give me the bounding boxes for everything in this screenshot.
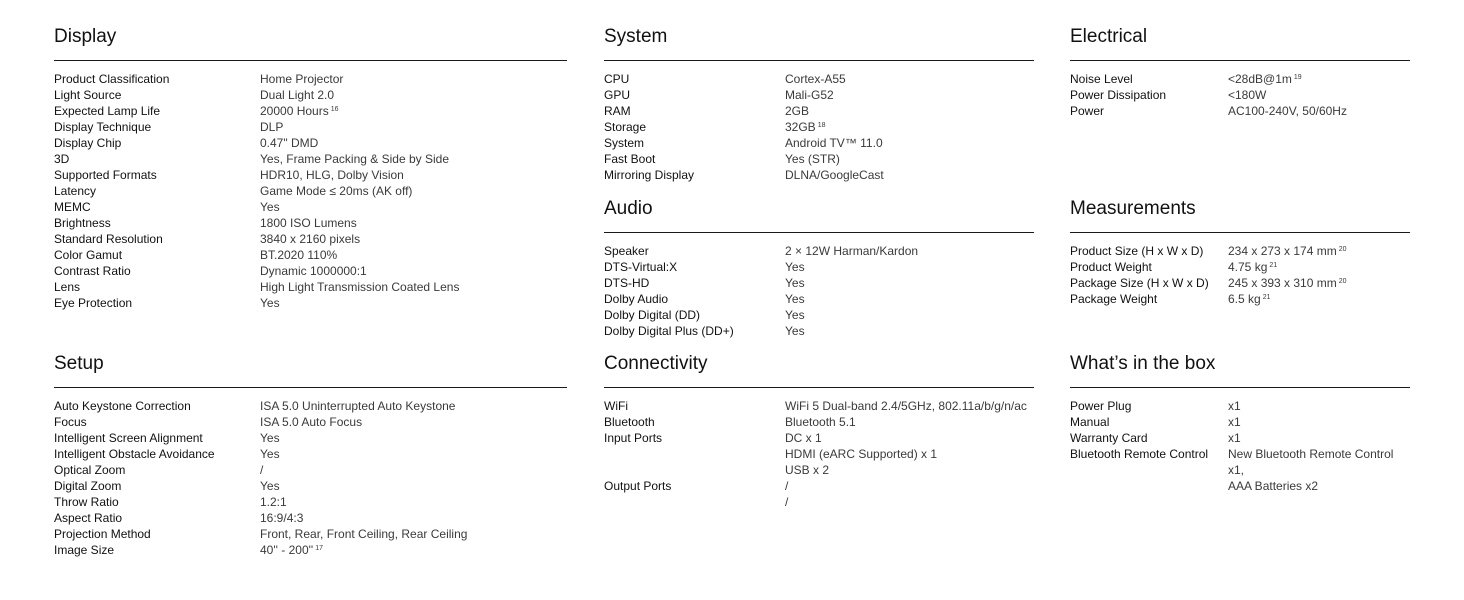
spec-label [604,462,785,478]
spec-row [1070,430,1410,446]
spec-value: 40'' - 200'' [260,543,314,557]
spec-label: Bluetooth [604,415,655,429]
electrical-section [1070,24,1410,119]
audio-divider [604,232,1034,233]
footnote-marker: 20 [1338,278,1347,285]
spec-value-cell [260,494,287,510]
spec-value-cell [260,183,412,199]
spec-value-cell [260,167,404,183]
spec-value-cell [260,446,280,462]
spec-value-cell [785,430,822,446]
spec-label [604,494,785,510]
spec-value: BT.2020 110% [260,248,338,262]
spec-value: HDR10, HLG, Dolby Vision [260,168,404,182]
spec-value-cell [1228,430,1241,446]
spec-value: DLNA/GoogleCast [785,168,884,182]
spec-label: Dolby Audio [604,292,669,306]
spec-value-cell [260,135,318,151]
spec-value-cell [1228,414,1241,430]
spec-label: Focus [54,415,87,429]
spec-row [54,510,567,526]
spec-value: 3840 x 2160 pixels [260,232,361,246]
measurements-section [1070,196,1410,307]
box-contents-divider [1070,387,1410,388]
spec-row [604,462,1034,478]
spec-value: AC100-240V, 50/60Hz [1228,104,1347,118]
spec-row [54,414,567,430]
spec-label: GPU [604,88,631,102]
spec-row [1070,398,1410,414]
display-spec-list [54,71,567,311]
spec-label: Package Size (H x W x D) [1070,276,1209,290]
spec-value-cell [260,295,280,311]
spec-label: Optical Zoom [54,463,126,477]
spec-value: Front, Rear, Front Ceiling, Rear Ceiling [260,527,468,541]
spec-value-cell [1228,259,1277,275]
spec-label: Warranty Card [1070,431,1148,445]
spec-value: Yes [785,260,805,274]
spec-label: Color Gamut [54,248,123,262]
spec-row [1070,414,1410,430]
system-divider [604,60,1034,61]
display-section [54,24,567,311]
spec-row [604,398,1034,414]
footnote-marker: 18 [817,122,826,129]
spec-value: 0.47" DMD [260,136,319,150]
spec-row [1070,446,1410,478]
spec-label: CPU [604,72,630,86]
spec-label: Output Ports [604,479,672,493]
spec-row [54,151,567,167]
spec-value: 16:9/4:3 [260,511,304,525]
spec-row [604,151,1034,167]
display-divider [54,60,567,61]
spec-value-cell [1228,71,1302,87]
spec-value: AAA Batteries x2 [1228,479,1319,493]
spec-value-cell [785,398,1027,414]
spec-value: Mali-G52 [785,88,834,102]
spec-row [54,103,567,119]
spec-label: Power Plug [1070,399,1132,413]
spec-row [604,243,1034,259]
spec-value: HDMI (eARC Supported) x 1 [785,447,938,461]
spec-value: Yes [785,276,805,290]
spec-value-cell [260,478,280,494]
spec-label: DTS-HD [604,276,650,290]
spec-value-cell [260,71,343,87]
spec-label: WiFi [604,399,628,413]
spec-value-cell [785,243,918,259]
spec-label: Package Weight [1070,292,1158,306]
spec-label: Auto Keystone Correction [54,399,191,413]
spec-row [1070,291,1410,307]
spec-value-cell [785,103,809,119]
spec-value-cell [785,291,805,307]
spec-label: Intelligent Screen Alignment [54,431,203,445]
connectivity-divider [604,387,1034,388]
spec-value: 6.5 kg [1228,292,1261,306]
spec-value-cell [785,307,805,323]
setup-spec-list [54,398,567,558]
spec-value: <180W [1228,88,1267,102]
setup-divider [54,387,567,388]
spec-value-cell [785,323,805,339]
spec-value: Yes [260,200,280,214]
system-heading: System [604,26,668,47]
audio-section [604,196,1034,339]
spec-row [1070,71,1410,87]
box-contents-heading: What’s in the box [1070,353,1216,374]
spec-value: High Light Transmission Coated Lens [260,280,460,294]
spec-row [54,215,567,231]
spec-label: Latency [54,184,97,198]
spec-value-cell [260,526,467,542]
footnote-marker: 17 [315,545,323,552]
spec-label: Image Size [54,543,115,557]
spec-label: Display Chip [54,136,122,150]
spec-row [604,307,1034,323]
spec-row [604,71,1034,87]
audio-heading: Audio [604,198,653,219]
spec-row [54,279,567,295]
spec-value-cell [1228,291,1271,307]
spec-label: Input Ports [604,431,663,445]
spec-value: Yes [785,292,805,306]
spec-value-cell [785,275,805,291]
spec-row [54,430,567,446]
footnote-marker: 21 [1262,294,1271,301]
spec-value: 1.2:1 [260,495,287,509]
spec-label: Lens [54,280,81,294]
spec-value: 32GB [785,120,816,134]
spec-label: Product Weight [1070,260,1152,274]
spec-row [604,87,1034,103]
spec-label: Contrast Ratio [54,264,131,278]
footnote-marker: 21 [1269,262,1278,269]
box-contents-spec-list [1070,398,1410,494]
spec-label: Light Source [54,88,122,102]
spec-value: / [785,479,789,493]
spec-row [54,295,567,311]
spec-value-cell [1228,243,1347,259]
spec-row [604,259,1034,275]
spec-value-cell [260,247,337,263]
spec-value: USB x 2 [785,463,830,477]
system-spec-list [604,71,1034,183]
spec-value-cell [785,446,937,462]
spec-row [54,71,567,87]
spec-label: Aspect Ratio [54,511,123,525]
audio-spec-list [604,243,1034,339]
spec-row [604,135,1034,151]
spec-value: 20000 Hours [260,104,329,118]
spec-row [54,542,567,558]
spec-value: Game Mode ≤ 20ms (AK off) [260,184,413,198]
spec-value: Yes [260,296,280,310]
spec-value-cell [260,103,339,119]
spec-row [604,478,1034,494]
spec-value: DC x 1 [785,431,822,445]
spec-label: Digital Zoom [54,479,122,493]
spec-row [604,119,1034,135]
spec-label [604,446,785,462]
spec-row [604,167,1034,183]
box-contents-section [1070,351,1410,494]
spec-row [54,231,567,247]
spec-label: Expected Lamp Life [54,104,161,118]
spec-value-cell [785,414,856,430]
spec-value: Bluetooth 5.1 [785,415,856,429]
measurements-divider [1070,232,1410,233]
spec-row [54,247,567,263]
spec-label: Dolby Digital Plus (DD+) [604,324,734,338]
spec-label: Noise Level [1070,72,1133,86]
spec-value-cell [260,430,280,446]
spec-value-cell [785,462,829,478]
spec-value: Home Projector [260,72,344,86]
system-section [604,24,1034,183]
spec-value-cell [260,279,459,295]
spec-value: <28dB@1m [1228,72,1292,86]
spec-row [54,199,567,215]
spec-row [1070,478,1410,494]
spec-label: MEMC [54,200,91,214]
spec-value: ISA 5.0 Auto Focus [260,415,363,429]
spec-value: Cortex-A55 [785,72,846,86]
measurements-spec-list [1070,243,1410,307]
spec-value: Yes [785,324,805,338]
spec-value-cell [785,478,788,494]
spec-label: Product Classification [54,72,170,86]
spec-value: x1 [1228,399,1241,413]
spec-label: Display Technique [54,120,152,134]
spec-row [54,263,567,279]
spec-label: Power [1070,104,1105,118]
spec-label: Speaker [604,244,649,258]
spec-value-cell [260,398,455,414]
spec-row [1070,243,1410,259]
spec-row [1070,259,1410,275]
spec-value: Yes [260,479,280,493]
spec-row [604,291,1034,307]
footnote-marker: 16 [330,106,339,113]
spec-value-cell [1228,103,1347,119]
spec-label: Supported Formats [54,168,157,182]
spec-label: Manual [1070,415,1110,429]
spec-value-cell [260,199,280,215]
spec-value-cell [785,87,834,103]
spec-value-cell [1228,275,1347,291]
spec-value: Dynamic 1000000:1 [260,264,367,278]
spec-row [1070,275,1410,291]
spec-row [54,398,567,414]
spec-value: / [260,463,264,477]
spec-label: Product Size (H x W x D) [1070,244,1204,258]
spec-value: Android TV™ 11.0 [785,136,883,150]
spec-value-cell [785,259,805,275]
spec-value-cell [260,542,323,558]
spec-value: Yes [785,308,805,322]
spec-row [604,323,1034,339]
spec-value: WiFi 5 Dual-band 2.4/5GHz, 802.11a/b/g/n/ac [785,399,1027,413]
spec-value-cell [785,167,884,183]
footnote-marker: 19 [1293,74,1302,81]
spec-row [604,446,1034,462]
spec-label: Brightness [54,216,111,230]
electrical-spec-list [1070,71,1410,119]
spec-row [54,183,567,199]
connectivity-section [604,351,1034,510]
spec-value-cell [260,215,357,231]
spec-label: 3D [54,152,70,166]
spec-value-cell [260,263,367,279]
spec-row [54,526,567,542]
electrical-heading: Electrical [1070,26,1148,47]
spec-value: 1800 ISO Lumens [260,216,357,230]
spec-label: Bluetooth Remote Control [1070,447,1209,461]
spec-label [1070,478,1228,494]
spec-value-cell [785,71,846,87]
spec-value: / [785,495,789,509]
spec-value: ISA 5.0 Uninterrupted Auto Keystone [260,399,456,413]
spec-value: 4.75 kg [1228,260,1268,274]
spec-row [54,494,567,510]
spec-row [1070,103,1410,119]
spec-value: Yes [260,447,280,461]
spec-label: Dolby Digital (DD) [604,308,701,322]
spec-value-cell [1228,478,1318,494]
spec-label: Fast Boot [604,152,656,166]
spec-row [54,135,567,151]
spec-label: RAM [604,104,631,118]
spec-value-cell [785,151,840,167]
spec-value-cell [260,87,334,103]
spec-row [604,103,1034,119]
spec-label: Standard Resolution [54,232,163,246]
spec-value-cell [260,119,283,135]
spec-row [604,430,1034,446]
spec-row [604,275,1034,291]
setup-section [54,351,567,558]
spec-label: Projection Method [54,527,151,541]
spec-value: Yes [260,431,280,445]
spec-label: DTS-Virtual:X [604,260,678,274]
spec-value-cell [260,414,362,430]
electrical-divider [1070,60,1410,61]
spec-value-cell [260,151,449,167]
spec-value: 2 × 12W Harman/Kardon [785,244,919,258]
spec-value-cell [1228,446,1410,478]
spec-value: Yes, Frame Packing & Side by Side [260,152,449,166]
spec-value: x1 [1228,415,1241,429]
spec-value: New Bluetooth Remote Control x1, [1228,447,1394,477]
spec-row [604,414,1034,430]
spec-value-cell [260,231,360,247]
spec-row [54,167,567,183]
spec-label: Throw Ratio [54,495,119,509]
spec-value: Dual Light 2.0 [260,88,335,102]
measurements-heading: Measurements [1070,198,1196,219]
spec-label: Storage [604,120,647,134]
spec-label: System [604,136,645,150]
spec-value: 234 x 273 x 174 mm [1228,244,1337,258]
spec-value-cell [1228,398,1241,414]
spec-value-cell [260,462,263,478]
spec-row [54,446,567,462]
footnote-marker: 20 [1338,246,1347,253]
spec-label: Intelligent Obstacle Avoidance [54,447,215,461]
spec-row [604,494,1034,510]
spec-label: Mirroring Display [604,168,695,182]
spec-value-cell [785,494,788,510]
spec-row [1070,87,1410,103]
setup-heading: Setup [54,353,104,374]
spec-row [54,87,567,103]
connectivity-heading: Connectivity [604,353,708,374]
display-heading: Display [54,26,117,47]
spec-label: Eye Protection [54,296,133,310]
spec-value: x1 [1228,431,1241,445]
spec-value: Yes (STR) [785,152,840,166]
spec-value-cell [785,135,883,151]
connectivity-spec-list [604,398,1034,510]
spec-value-cell [260,510,303,526]
spec-value-cell [785,119,825,135]
spec-row [54,119,567,135]
spec-row [54,462,567,478]
spec-label: Power Dissipation [1070,88,1167,102]
spec-value-cell [1228,87,1266,103]
spec-value: 245 x 393 x 310 mm [1228,276,1337,290]
spec-value: 2GB [785,104,810,118]
spec-value: DLP [260,120,284,134]
spec-row [54,478,567,494]
